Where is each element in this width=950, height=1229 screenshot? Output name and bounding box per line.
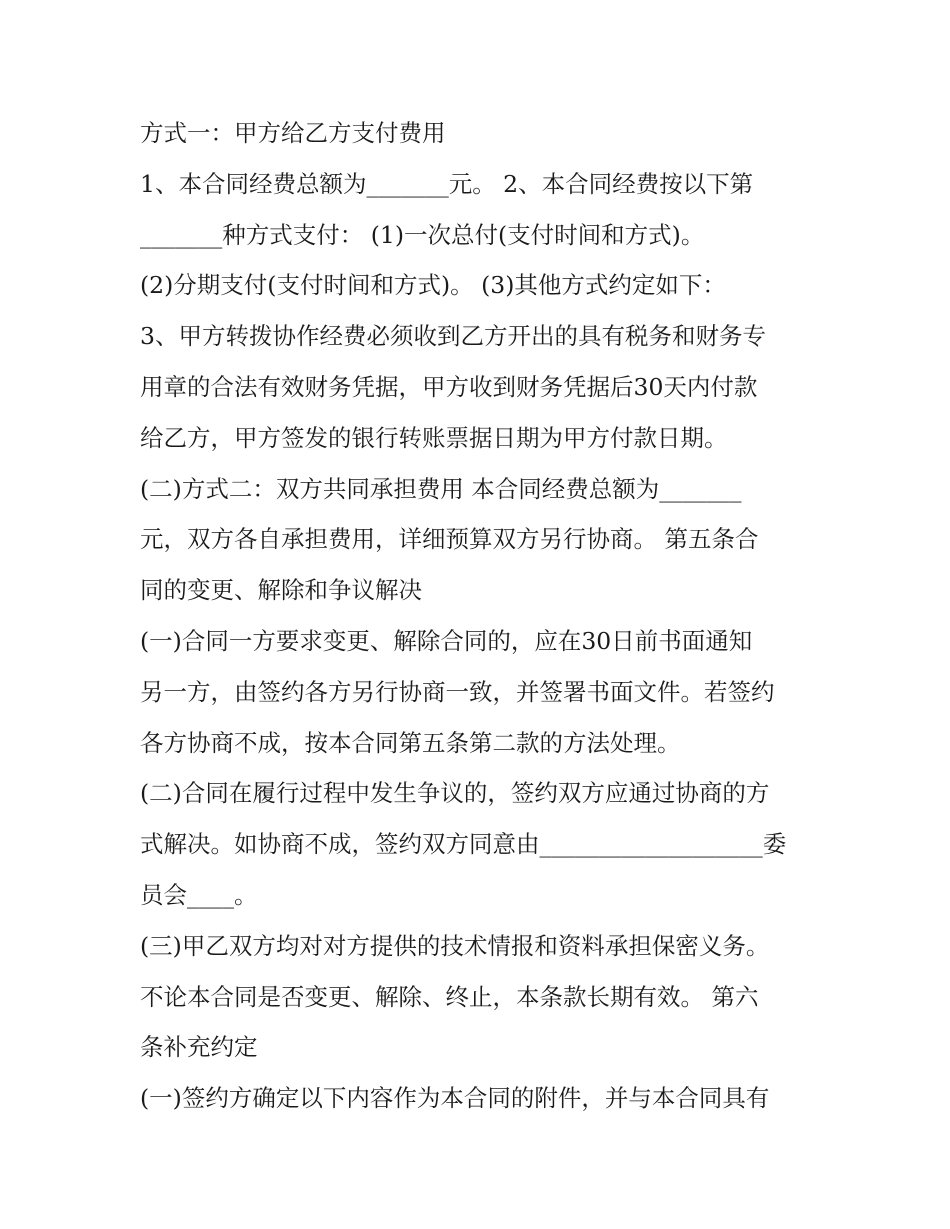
text-line: (2)分期支付(支付时间和方式)。 (3)其他方式约定如下：: [140, 271, 726, 300]
text-line: 3、甲方转拨协作经费必须收到乙方开出的具有税务和财务专: [140, 322, 766, 351]
text-line: (一)签约方确定以下内容作为本合同的附件，并与本合同具有: [140, 1084, 770, 1113]
text-line: 条补充约定: [140, 1033, 258, 1062]
text-line: (三)甲乙双方均对对方提供的技术情报和资料承担保密义务。: [140, 931, 770, 960]
text-line: 给乙方，甲方签发的银行转账票据日期为甲方付款日期。: [140, 423, 728, 452]
text-line: (二)合同在履行过程中发生争议的，签约双方应通过协商的方: [140, 779, 770, 808]
text-line: _______种方式支付： (1)一次总付(支付时间和方式)。: [140, 220, 705, 249]
text-line: 同的变更、解除和争议解决: [140, 576, 422, 605]
text-line: 不论本合同是否变更、解除、终止，本条款长期有效。 第六: [140, 982, 759, 1011]
text-line: 元，双方各自承担费用，详细预算双方另行协商。 第五条合: [140, 525, 759, 554]
text-line: 方式一：甲方给乙方支付费用: [140, 119, 446, 147]
text-line: 另一方，由签约各方另行协商一致，并签署书面文件。若签约: [140, 677, 775, 706]
text-line: 员会____。: [140, 880, 258, 909]
text-line: 用章的合法有效财务凭据，甲方收到财务凭据后30天内付款: [140, 372, 758, 401]
text-line: 式解决。如协商不成，签约双方同意由___________________委: [140, 830, 787, 859]
text-line: (二)方式二：双方共同承担费用 本合同经费总额为_______: [140, 474, 742, 503]
text-line: (一)合同一方要求变更、解除合同的，应在30日前书面通知: [140, 626, 753, 655]
text-line: 1、本合同经费总额为_______元。 2、本合同经费按以下第: [140, 169, 754, 198]
text-line: 各方协商不成，按本合同第五条第二款的方法处理。: [140, 728, 681, 757]
contract-text-body: [140, 108, 830, 1124]
